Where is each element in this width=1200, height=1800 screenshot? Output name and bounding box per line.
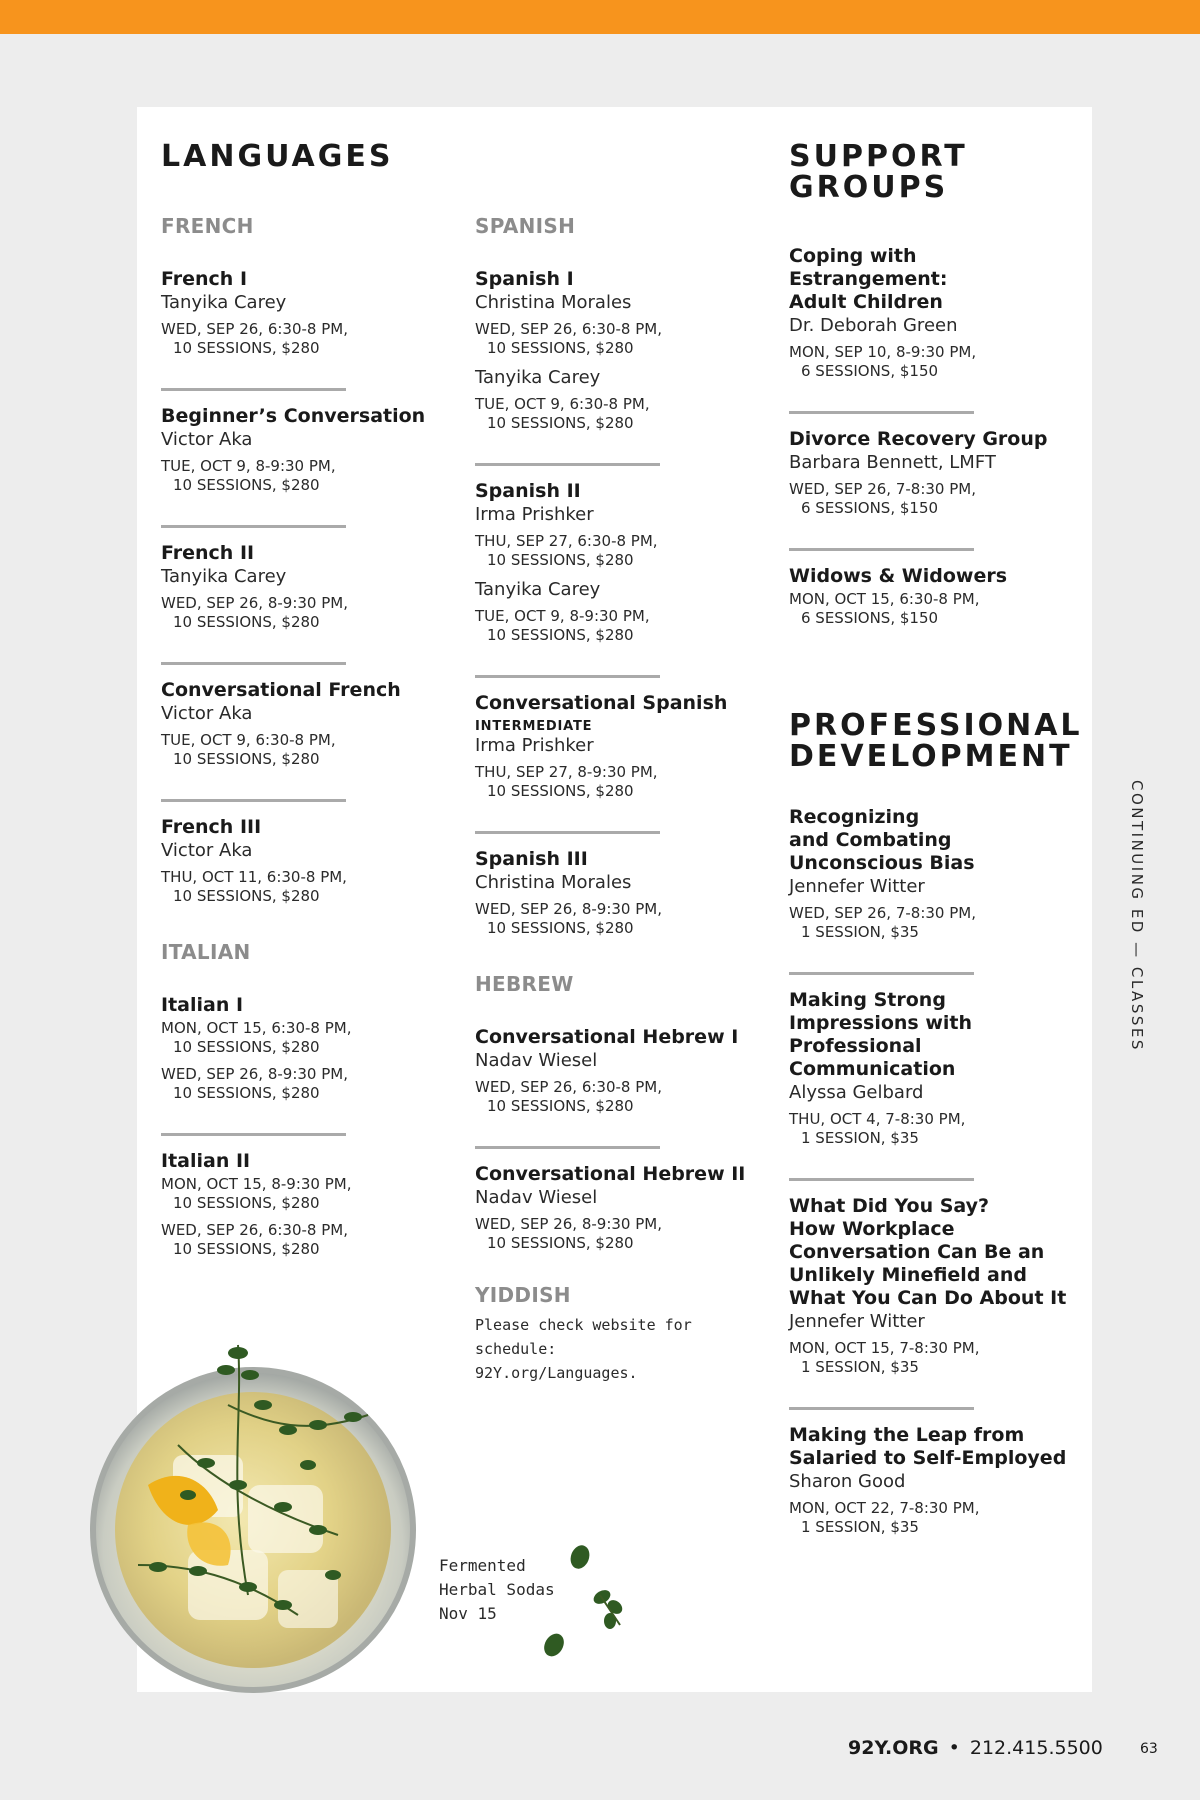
page-number: 63 [1140,1741,1158,1757]
course-instructor: Victor Aka [161,703,253,724]
course-title: French II [161,542,255,564]
support-groups-title-line: SUPPORT [789,139,968,174]
session-price: 1 SESSION, $35 [801,1129,919,1147]
professional-development-title [789,710,1085,772]
course-conversational-hebrew-1[interactable] [475,1026,775,1146]
yiddish-link[interactable]: 92Y.org/Languages. [475,1364,638,1382]
session-date: WED, SEP 26, 6:30-8 PM, [475,320,662,338]
session-date: THU, OCT 4, 7-8:30 PM, [789,1110,966,1128]
course-session [161,868,451,906]
course-unconscious-bias[interactable] [789,806,1085,972]
session-date: MON, OCT 15, 7-8:30 PM, [789,1339,980,1357]
languages-title: LANGUAGES [161,139,394,174]
yiddish-note-text: Please check website for schedule: [475,1316,692,1358]
session-price: 10 SESSIONS, $280 [173,613,320,631]
support-groups-section [789,245,1085,658]
course-session [161,731,451,769]
course-session [475,1078,775,1116]
session-price: 1 SESSION, $35 [801,1518,919,1536]
session-price: 6 SESSIONS, $150 [801,609,939,627]
session-price: 10 SESSIONS, $280 [173,476,320,494]
session-price: 10 SESSIONS, $280 [487,551,634,569]
session-date: MON, SEP 10, 8-9:30 PM, [789,343,977,361]
course-instructor: Sharon Good [789,1471,906,1492]
session-date: WED, SEP 26, 7-8:30 PM, [789,904,976,922]
session-date: TUE, OCT 9, 8-9:30 PM, [161,457,336,475]
support-groups-title-line: GROUPS [789,170,949,205]
course-instructor: Tanyika Carey [161,292,287,313]
course-title: Making the Leap from Salaried to Self-Employed [789,1424,1067,1469]
course-session [789,343,1079,381]
course-spanish-3[interactable] [475,831,660,968]
footer-site[interactable]: 92Y.ORG [848,1737,939,1759]
session-date: MON, OCT 15, 8-9:30 PM, [161,1175,352,1193]
session-price: 10 SESSIONS, $280 [173,1084,320,1102]
session-price: 10 SESSIONS, $280 [487,414,634,432]
course-session [475,532,765,570]
session-price: 10 SESSIONS, $280 [173,1038,320,1056]
course-title: Divorce Recovery Group [789,428,1048,450]
course-session [161,457,451,495]
course-title: Conversational French [161,679,401,701]
course-title: What Did You Say? How Workplace Conversation Can Be an Unlikely Minefield and What You Can Do About It [789,1195,1067,1309]
italian-heading: ITALIAN [161,940,251,964]
course-instructor: Alyssa Gelbard [789,1082,924,1103]
course-session [789,480,1079,518]
footer [848,1737,1103,1759]
session-date: THU, SEP 27, 6:30-8 PM, [475,532,658,550]
session-date: MON, OCT 22, 7-8:30 PM, [789,1499,980,1517]
course-title: Spanish I [475,268,574,290]
session-price: 6 SESSIONS, $150 [801,362,939,380]
course-instructor: Irma Prishker [475,735,594,756]
course-workplace-conversation[interactable] [789,1178,1067,1407]
course-italian-2[interactable] [161,1133,352,1289]
course-salaried-to-self-employed[interactable] [789,1407,1067,1567]
pd-title-line: PROFESSIONAL [789,708,1083,743]
course-session [789,590,1079,628]
course-instructor: Irma Prishker [475,504,594,525]
side-label [1128,780,1154,1052]
course-session [789,1110,1079,1148]
course-title: Making Strong Impressions with Professional Communication [789,989,973,1080]
session-price: 10 SESSIONS, $280 [173,1194,320,1212]
course-title: Italian I [161,994,244,1016]
session-date: WED, SEP 26, 8-9:30 PM, [475,1215,662,1233]
session-date: THU, OCT 11, 6:30-8 PM, [161,868,347,886]
course-instructor: Barbara Bennett, LMFT [789,452,996,473]
course-session [789,904,1079,942]
pd-title-line: DEVELOPMENT [789,739,1073,774]
session-date: WED, SEP 26, 8-9:30 PM, [161,1065,348,1083]
course-session [475,1215,775,1253]
yiddish-heading: YIDDISH [475,1283,571,1307]
session-price: 1 SESSION, $35 [801,923,919,941]
session-date: WED, SEP 26, 6:30-8 PM, [161,1221,348,1239]
course-instructor: Christina Morales [475,292,632,313]
course-level: INTERMEDIATE [475,719,593,734]
course-title: Conversational Hebrew I [475,1026,739,1048]
session-date: WED, SEP 26, 6:30-8 PM, [475,1078,662,1096]
yiddish-note [475,1313,775,1385]
course-session [789,1339,1085,1377]
course-coping-estrangement[interactable] [789,245,1085,411]
course-spanish-1[interactable] [475,268,775,463]
footer-phone[interactable]: 212.415.5500 [969,1737,1103,1759]
course-instructor: Victor Aka [161,840,253,861]
session-price: 6 SESSIONS, $150 [801,499,939,517]
course-title: Coping with Estrangement: Adult Children [789,245,948,313]
course-beginners-conversation[interactable] [161,388,426,525]
session-date: TUE, OCT 9, 6:30-8 PM, [475,395,650,413]
hebrew-heading: HEBREW [475,972,574,996]
course-instructor: Dr. Deborah Green [789,315,958,336]
course-session [161,1221,451,1259]
course-session [161,1065,451,1103]
session-price: 10 SESSIONS, $280 [173,887,320,905]
column-support-professional [789,107,1085,1567]
course-widows-widowers[interactable] [789,548,1008,658]
course-title: French I [161,268,248,290]
italian-section [161,994,451,1289]
session-date: WED, SEP 26, 7-8:30 PM, [789,480,976,498]
course-session [475,763,775,801]
professional-development-section [789,806,1085,1567]
session-price: 10 SESSIONS, $280 [487,339,634,357]
session-price: 10 SESSIONS, $280 [487,782,634,800]
course-instructor: Tanyika Carey [475,367,601,388]
course-spanish-2[interactable] [475,463,660,675]
session-date: MON, OCT 15, 6:30-8 PM, [161,1019,352,1037]
side-label-text: CONTINUING ED — CLASSES [1128,780,1146,1052]
course-title: French III [161,816,262,838]
session-date: WED, SEP 26, 8-9:30 PM, [161,594,348,612]
course-instructor: Christina Morales [475,872,632,893]
course-title: Widows & Widowers [789,565,1008,587]
spanish-section [475,268,775,968]
course-session [475,607,765,645]
course-title: Conversational Spanish [475,692,728,714]
session-price: 10 SESSIONS, $280 [173,1240,320,1258]
course-french-3[interactable] [161,799,346,936]
course-title: Recognizing and Combating Unconscious Bias [789,806,975,874]
caption-line: Fermented [439,1556,526,1575]
course-conversational-spanish[interactable] [475,675,728,831]
session-price: 10 SESSIONS, $280 [487,1097,634,1115]
session-date: TUE, OCT 9, 8-9:30 PM, [475,607,650,625]
course-session [475,900,765,938]
support-groups-title [789,141,1085,203]
course-divorce-recovery[interactable] [789,411,1048,548]
session-date: THU, SEP 27, 8-9:30 PM, [475,763,658,781]
course-session [161,320,451,358]
session-price: 10 SESSIONS, $280 [487,1234,634,1252]
session-date: MON, OCT 15, 6:30-8 PM, [789,590,980,608]
session-date: WED, SEP 26, 8-9:30 PM, [475,900,662,918]
session-price: 10 SESSIONS, $280 [173,339,320,357]
hebrew-section [475,1026,775,1283]
course-title: Spanish II [475,480,581,502]
course-session [475,320,765,358]
thyme-leaves-decoration [530,1545,640,1665]
column-spanish-hebrew-yiddish [475,107,775,1385]
course-instructor: Jennefer Witter [789,876,925,897]
column-french-italian [161,107,451,1289]
course-session [789,1499,1085,1537]
herbal-soda-photo [78,1335,418,1695]
course-italian-1[interactable] [161,994,451,1133]
course-instructor: Nadav Wiesel [475,1050,598,1071]
course-title: Spanish III [475,848,588,870]
course-title: Italian II [161,1150,251,1172]
course-instructor: Nadav Wiesel [475,1187,598,1208]
course-french-1[interactable] [161,268,451,388]
french-heading: FRENCH [161,214,254,238]
course-session [161,1019,451,1057]
course-title: Beginner’s Conversation [161,405,426,427]
session-date: WED, SEP 26, 6:30-8 PM, [161,320,348,338]
french-section [161,268,451,936]
footer-separator: • [948,1737,960,1759]
session-price: 10 SESSIONS, $280 [173,750,320,768]
session-date: TUE, OCT 9, 6:30-8 PM, [161,731,336,749]
course-instructor: Tanyika Carey [475,579,601,600]
course-session [161,1175,451,1213]
course-french-2[interactable] [161,525,346,662]
course-instructor: Jennefer Witter [789,1311,925,1332]
session-price: 1 SESSION, $35 [801,1358,919,1376]
caption-line: Herbal Sodas [439,1580,555,1599]
session-price: 10 SESSIONS, $280 [487,626,634,644]
course-strong-impressions[interactable] [789,972,974,1178]
course-conversational-hebrew-2[interactable] [475,1146,746,1283]
course-instructor: Victor Aka [161,429,253,450]
caption-line: Nov 15 [439,1604,497,1623]
top-accent-bar [0,0,1200,34]
course-conversational-french[interactable] [161,662,401,799]
course-instructor: Tanyika Carey [161,566,287,587]
spanish-heading: SPANISH [475,214,576,238]
course-session [161,594,451,632]
course-title: Conversational Hebrew II [475,1163,746,1185]
session-price: 10 SESSIONS, $280 [487,919,634,937]
course-session [475,395,765,433]
